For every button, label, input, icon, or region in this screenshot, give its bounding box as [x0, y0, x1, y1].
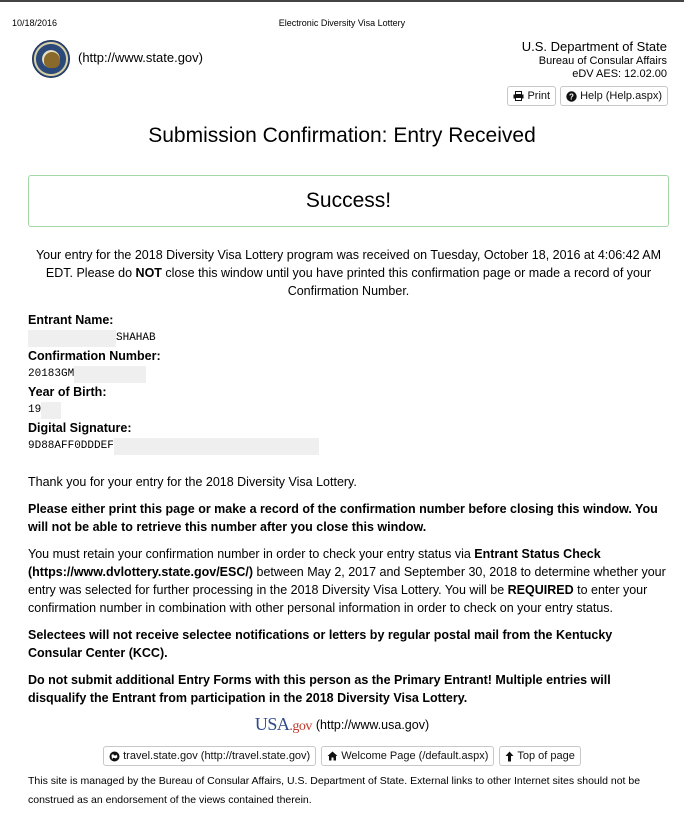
usagov-logo-icon[interactable] — [255, 715, 312, 734]
eagle-icon — [44, 52, 60, 68]
success-text: Success! — [305, 189, 392, 212]
travel-state-label: travel.state.gov (http://travel.state.gov) — [123, 750, 311, 762]
entrant-name-text: SHAHAB — [116, 332, 156, 344]
retain-notice — [28, 545, 669, 617]
selectees-notice: Selectees will not receive selectee notifications or letters by regular postal mail from the Kentucky Consular Center (KCC). — [28, 628, 613, 660]
bottom-nav — [0, 746, 684, 766]
entrant-status-check-link[interactable]: Entrant Status Check (https://www.dvlottery.state.gov/ESC/) — [28, 547, 601, 579]
department-info — [522, 39, 667, 80]
welcome-page-button[interactable] — [321, 746, 494, 766]
print-button[interactable] — [507, 86, 556, 106]
year-of-birth-label: Year of Birth: — [28, 385, 107, 399]
thanks-text: Thank you for your entry for the 2018 Diversity Visa Lottery. — [28, 475, 357, 489]
department-name: U.S. Department of State — [521, 39, 667, 54]
page-title: Submission Confirmation: Entry Received — [148, 124, 536, 147]
question-circle-icon — [566, 91, 577, 102]
top-border — [0, 0, 684, 2]
print-date: 10/18/2016 — [12, 18, 58, 28]
printer-icon — [513, 91, 524, 101]
header-actions — [507, 86, 668, 106]
entrant-name-label: Entrant Name: — [28, 313, 114, 327]
arrow-up-icon — [505, 751, 514, 762]
retain-part1: You must retain your confirmation number in order to check your entry status via — [28, 547, 475, 561]
digital-signature-label: Digital Signature: — [28, 421, 132, 435]
top-of-page-button[interactable] — [499, 746, 581, 766]
redacted-block — [28, 330, 116, 347]
retain-required: REQUIRED — [507, 583, 574, 597]
usagov-link[interactable]: (http://www.usa.gov) — [315, 717, 430, 732]
entrant-name-value — [28, 329, 669, 347]
no-additional-notice: Do not submit additional Entry Forms with this person as the Primary Entrant! Multiple entries will disqualify the Entrant from participation in the 2018 Diversity Visa Lottery. — [28, 673, 611, 705]
retain-part3: to enter your confirmation number in combination with other personal information in order to check on your entry status. — [28, 583, 648, 615]
footer-disclaimer: This site is managed by the Bureau of Consular Affairs, U.S. Department of State. External links to other Internet sites should not be construed as an endorsement of the views contained therein. — [28, 775, 641, 806]
gov-logo-text: .gov — [289, 719, 312, 734]
home-icon — [327, 751, 338, 761]
usa-logo-text: USA — [254, 714, 290, 734]
digital-signature-value — [28, 437, 669, 455]
globe-icon — [109, 751, 120, 762]
confirmation-number-value — [28, 365, 669, 383]
print-label: Print — [527, 90, 551, 102]
retain-part2: between May 2, 2017 and September 30, 2018 to determine whether your entry was selected for further processing in the 2018 Diversity Visa Lottery. You will be — [28, 565, 666, 597]
state-department-seal-icon[interactable] — [32, 40, 70, 78]
help-button[interactable] — [560, 86, 668, 106]
year-of-birth-value — [28, 401, 669, 419]
intro-part2: close this window until you have printed this confirmation page or made a record of your Confirmation Number. — [161, 266, 652, 298]
print-header-title: Electronic Diversity Visa Lottery — [278, 18, 406, 28]
welcome-page-label: Welcome Page (/default.aspx) — [341, 750, 489, 762]
success-alert — [28, 175, 669, 227]
redacted-block — [114, 438, 319, 455]
svg-text:?: ? — [569, 91, 575, 101]
confirmation-number-label: Confirmation Number: — [28, 349, 161, 363]
usagov-link-row — [0, 715, 684, 734]
intro-part1: Your entry for the 2018 Diversity Visa Lottery program was received on Tuesday, October 18, 2016 at 4:06:42 AM EDT. Please do — [35, 248, 662, 280]
intro-text — [28, 246, 669, 300]
help-label: Help (Help.aspx) — [580, 90, 662, 102]
intro-not: NOT — [135, 266, 162, 280]
digital-signature-text: 9D88AFF0DDDEF — [28, 440, 114, 452]
redacted-block — [74, 366, 146, 383]
top-of-page-label: Top of page — [517, 750, 575, 762]
instructions — [28, 473, 669, 716]
redacted-block — [41, 402, 61, 419]
state-gov-link[interactable]: (http://www.state.gov) — [78, 50, 203, 65]
print-warning: Please either print this page or make a record of the confirmation number before closing this window. You will not be able to retrieve this number after you close this window. — [28, 502, 658, 534]
confirmation-number-text: 20183GM — [28, 368, 75, 380]
version-label: eDV AES: 12.02.00 — [572, 68, 667, 80]
year-of-birth-text: 19 — [28, 404, 42, 416]
entry-details — [28, 311, 669, 455]
bureau-name: Bureau of Consular Affairs — [538, 55, 667, 67]
travel-state-button[interactable] — [103, 746, 316, 766]
